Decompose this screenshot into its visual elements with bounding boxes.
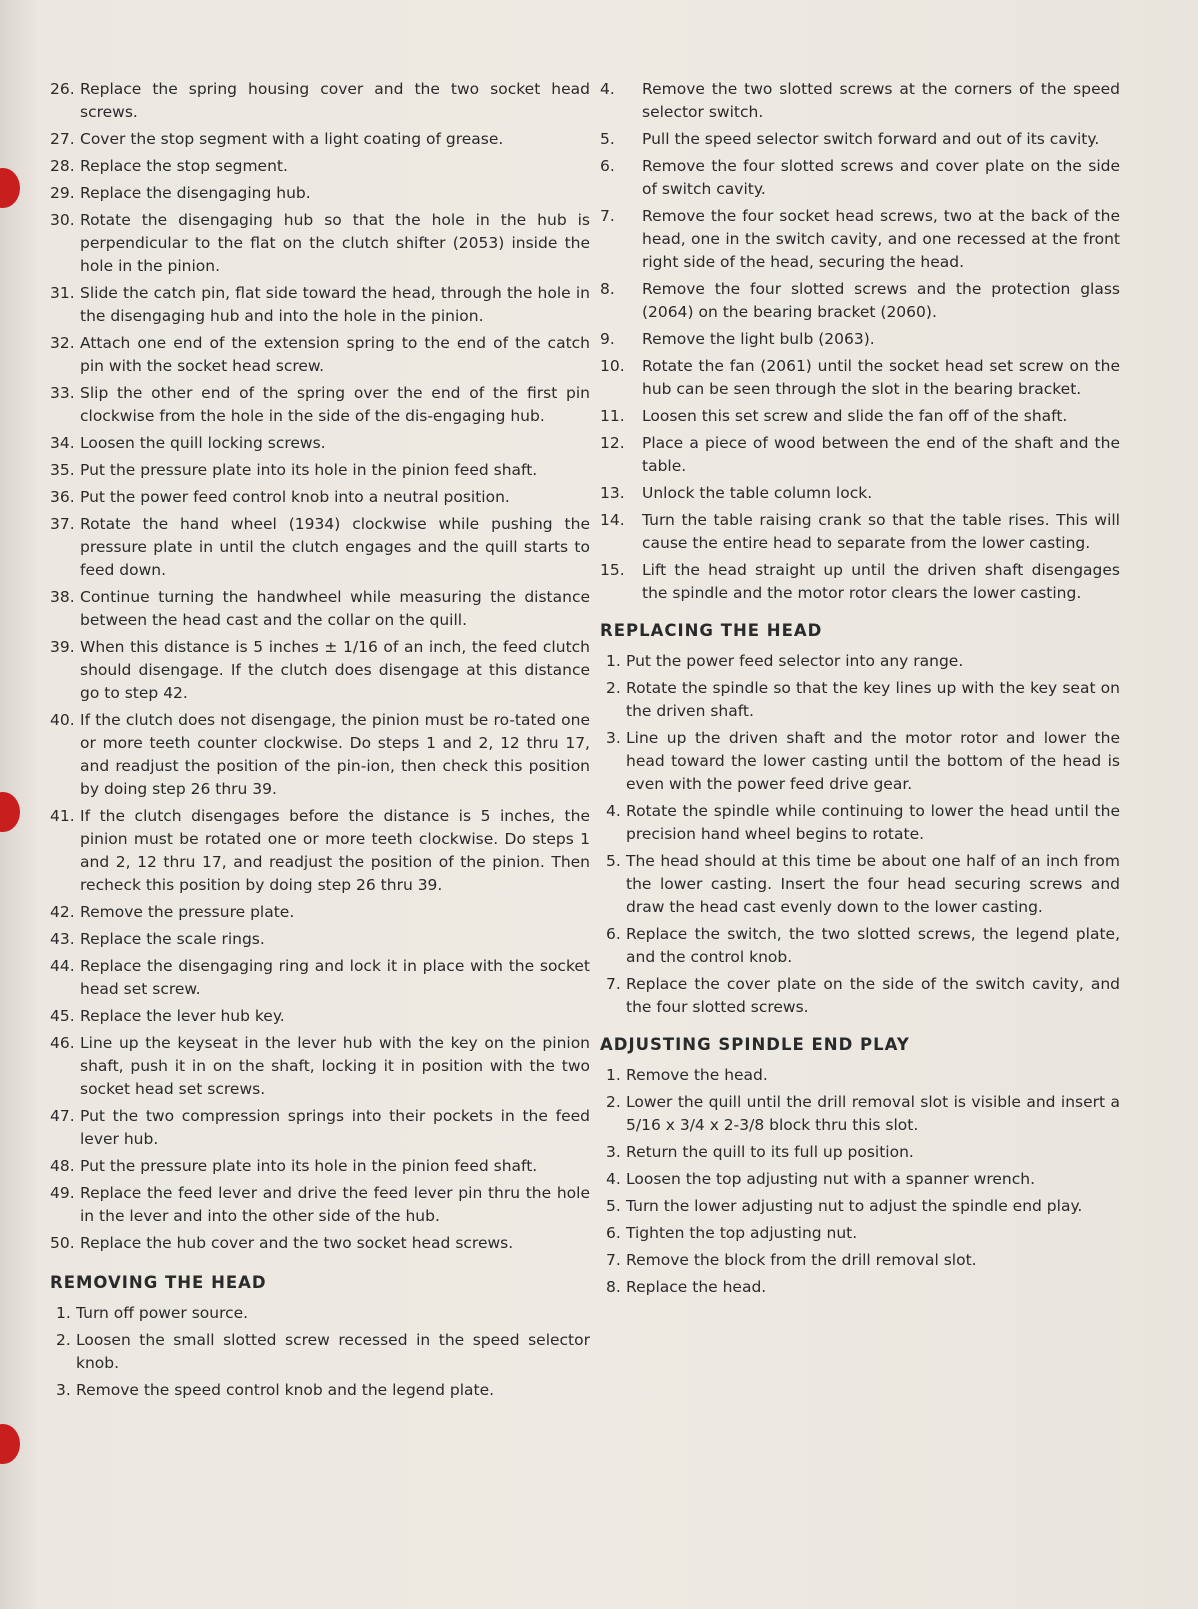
step-text: Put the two compression springs into their pockets in the feed lever hub. (80, 1107, 590, 1148)
step-text: Remove the four slotted screws and the protection glass (2064) on the bearing bracket (2060). (642, 280, 1120, 321)
step-number: 36. (50, 488, 75, 506)
step-text: Rotate the hand wheel (1934) clockwise while pushing the pressure plate in until the clutch engages and the quill starts to feed down. (80, 515, 590, 579)
step-number: 35. (50, 461, 75, 479)
binder-hole (0, 1424, 20, 1464)
step-text: Line up the driven shaft and the motor rotor and lower the head toward the lower casting until the bottom of the head is even with the power feed drive gear. (626, 729, 1120, 793)
step-text: Pull the speed selector switch forward and out of its cavity. (642, 130, 1100, 148)
step-item (50, 1182, 590, 1228)
step-text: Rotate the disengaging hub so that the hole in the hub is perpendicular to the flat on the clutch shifter (2053) inside the hole in the pinion. (80, 211, 590, 275)
step-item (50, 282, 590, 328)
step-number: 30. (50, 211, 75, 229)
step-item (606, 1276, 1120, 1299)
step-number: 2. (56, 1331, 71, 1349)
step-number: 27. (50, 130, 75, 148)
step-item (50, 209, 590, 278)
step-text: Slide the catch pin, flat side toward the head, through the hole in the disengaging hub and into the hole in the pinion. (80, 284, 590, 325)
step-text: Unlock the table column lock. (642, 484, 873, 502)
step-item (50, 128, 590, 151)
step-text: Put the pressure plate into its hole in the pinion feed shaft. (80, 1157, 538, 1175)
step-item (600, 205, 1120, 274)
step-item (50, 155, 590, 178)
step-item (50, 709, 590, 801)
step-item (600, 328, 1120, 351)
step-text: If the clutch disengages before the distance is 5 inches, the pinion must be rotated one or more teeth clockwise. Do steps 1 and 2, 12 thru 17, and readjust the position of the pinion. Then recheck this position by doing step 26 thru 39. (80, 807, 590, 894)
step-item (606, 1222, 1120, 1245)
spindle-end-play-section (600, 1033, 1120, 1299)
step-item (606, 923, 1120, 969)
step-text: Replace the cover plate on the side of the switch cavity, and the four slotted screws. (626, 975, 1120, 1016)
step-item (606, 1168, 1120, 1191)
step-item (606, 677, 1120, 723)
step-number: 15. (600, 561, 625, 579)
step-text: The head should at this time be about one half of an inch from the lower casting. Insert the four head securing screws and draw the head cast evenly down to the lower casting. (626, 852, 1120, 916)
step-text: Lower the quill until the drill removal slot is visible and insert a 5/16 x 3/4 x 2-3/8 block thru this slot. (626, 1093, 1120, 1134)
step-item (50, 901, 590, 924)
step-item (50, 1032, 590, 1101)
right-steps-list (600, 78, 1120, 605)
step-number: 34. (50, 434, 75, 452)
step-number: 3. (606, 729, 621, 747)
step-text: Rotate the spindle so that the key lines up with the key seat on the driven shaft. (626, 679, 1120, 720)
step-item (50, 1005, 590, 1028)
binder-hole (0, 792, 20, 832)
step-text: Remove the light bulb (2063). (642, 330, 875, 348)
step-item (50, 1105, 590, 1151)
step-number: 28. (50, 157, 75, 175)
step-text: Place a piece of wood between the end of the shaft and the table. (642, 434, 1120, 475)
step-number: 5. (600, 130, 615, 148)
step-number: 1. (606, 652, 621, 670)
step-text: Replace the disengaging ring and lock it in place with the socket head set screw. (80, 957, 590, 998)
step-item (50, 432, 590, 455)
step-text: Attach one end of the extension spring to the end of the catch pin with the socket head screw. (80, 334, 590, 375)
left-steps-list (50, 78, 590, 1255)
spindle-end-play-steps (600, 1064, 1120, 1299)
step-item (50, 78, 590, 124)
step-number: 8. (600, 280, 615, 298)
step-number: 6. (606, 1224, 621, 1242)
step-number: 49. (50, 1184, 75, 1202)
step-text: Put the pressure plate into its hole in the pinion feed shaft. (80, 461, 538, 479)
step-text: Loosen the top adjusting nut with a spanner wrench. (626, 1170, 1036, 1188)
step-item (50, 182, 590, 205)
replacing-head-section (600, 619, 1120, 1019)
step-text: Remove the two slotted screws at the corners of the speed selector switch. (642, 80, 1120, 121)
step-item (606, 1064, 1120, 1087)
step-text: Turn off power source. (76, 1304, 249, 1322)
section-heading: REPLACING THE HEAD (600, 621, 823, 640)
step-text: Continue turning the handwheel while measuring the distance between the head cast and the collar on the quill. (80, 588, 590, 629)
step-item (56, 1329, 590, 1375)
step-text: Rotate the fan (2061) until the socket head set screw on the hub can be seen through the slot in the bearing bracket. (642, 357, 1120, 398)
step-text: Remove the four socket head screws, two at the back of the head, one in the switch cavity, and one recessed at the front right side of the head, securing the head. (642, 207, 1120, 271)
step-number: 11. (600, 407, 625, 425)
step-item (600, 78, 1120, 124)
step-text: Remove the pressure plate. (80, 903, 295, 921)
step-text: When this distance is 5 inches ± 1/16 of an inch, the feed clutch should disengage. If the clutch does disengage at this distance go to step 42. (80, 638, 590, 702)
step-item (606, 850, 1120, 919)
step-number: 4. (600, 80, 615, 98)
step-item (606, 1091, 1120, 1137)
step-item (606, 727, 1120, 796)
replacing-head-steps (600, 650, 1120, 1019)
step-item (50, 1232, 590, 1255)
step-item (600, 432, 1120, 478)
step-item (50, 805, 590, 897)
step-item (50, 636, 590, 705)
step-number: 7. (606, 1251, 621, 1269)
step-text: Replace the switch, the two slotted screws, the legend plate, and the control knob. (626, 925, 1120, 966)
step-number: 48. (50, 1157, 75, 1175)
step-item (600, 405, 1120, 428)
step-text: Tighten the top adjusting nut. (626, 1224, 858, 1242)
step-text: Remove the head. (626, 1066, 768, 1084)
step-text: Rotate the spindle while continuing to lower the head until the precision hand wheel begins to rotate. (626, 802, 1120, 843)
step-text: Replace the head. (626, 1278, 767, 1296)
step-number: 5. (606, 852, 621, 870)
step-item (50, 486, 590, 509)
step-text: Return the quill to its full up position. (626, 1143, 914, 1161)
step-number: 26. (50, 80, 75, 98)
step-item (56, 1302, 590, 1325)
step-item (600, 482, 1120, 505)
step-number: 33. (50, 384, 75, 402)
step-text: Turn the lower adjusting nut to adjust the spindle end play. (626, 1197, 1083, 1215)
step-number: 8. (606, 1278, 621, 1296)
step-text: Replace the scale rings. (80, 930, 265, 948)
step-item (56, 1379, 590, 1402)
step-number: 1. (56, 1304, 71, 1322)
step-number: 41. (50, 807, 75, 825)
step-item (606, 800, 1120, 846)
step-number: 37. (50, 515, 75, 533)
step-item (50, 459, 590, 482)
step-number: 5. (606, 1197, 621, 1215)
step-item (606, 1195, 1120, 1218)
step-number: 10. (600, 357, 625, 375)
step-item (50, 955, 590, 1001)
step-number: 39. (50, 638, 75, 656)
step-item (606, 650, 1120, 673)
step-item (600, 559, 1120, 605)
step-item (606, 1141, 1120, 1164)
step-number: 4. (606, 802, 621, 820)
step-text: Replace the disengaging hub. (80, 184, 311, 202)
right-column (600, 78, 1120, 1303)
step-number: 29. (50, 184, 75, 202)
step-number: 45. (50, 1007, 75, 1025)
step-number: 1. (606, 1066, 621, 1084)
step-text: Loosen this set screw and slide the fan off of the shaft. (642, 407, 1068, 425)
step-number: 38. (50, 588, 75, 606)
step-text: If the clutch does not disengage, the pinion must be ro-tated one or more teeth counter clockwise. Do steps 1 and 2, 12 thru 17, and readjust the position of the pin-ion, then check this position by doing step 26 thru 39. (80, 711, 590, 798)
step-item (50, 332, 590, 378)
left-column (50, 78, 590, 1406)
step-number: 2. (606, 1093, 621, 1111)
removing-head-section (50, 1271, 590, 1402)
step-text: Line up the keyseat in the lever hub with the key on the pinion shaft, push it in on the shaft, locking it in position with the two socket head set screws. (80, 1034, 590, 1098)
step-number: 47. (50, 1107, 75, 1125)
step-number: 13. (600, 484, 625, 502)
step-number: 42. (50, 903, 75, 921)
step-number: 46. (50, 1034, 75, 1052)
step-number: 14. (600, 511, 625, 529)
step-item (50, 513, 590, 582)
step-number: 50. (50, 1234, 75, 1252)
step-text: Remove the four slotted screws and cover plate on the side of switch cavity. (642, 157, 1120, 198)
removing-head-steps (50, 1302, 590, 1402)
step-item (600, 128, 1120, 151)
step-number: 7. (606, 975, 621, 993)
step-text: Cover the stop segment with a light coating of grease. (80, 130, 504, 148)
step-number: 3. (606, 1143, 621, 1161)
step-number: 31. (50, 284, 75, 302)
step-text: Put the power feed selector into any range. (626, 652, 964, 670)
binder-hole (0, 168, 20, 208)
step-text: Replace the stop segment. (80, 157, 288, 175)
step-item (606, 1249, 1120, 1272)
section-heading: REMOVING THE HEAD (50, 1273, 267, 1292)
step-text: Lift the head straight up until the driven shaft disengages the spindle and the motor rotor clears the lower casting. (642, 561, 1120, 602)
step-number: 44. (50, 957, 75, 975)
step-number: 40. (50, 711, 75, 729)
step-item (50, 928, 590, 951)
step-item (606, 973, 1120, 1019)
step-text: Replace the spring housing cover and the two socket head screws. (80, 80, 590, 121)
step-text: Slip the other end of the spring over the end of the first pin clockwise from the hole in the side of the dis-engaging hub. (80, 384, 590, 425)
step-number: 6. (600, 157, 615, 175)
step-item (600, 355, 1120, 401)
step-number: 12. (600, 434, 625, 452)
step-number: 4. (606, 1170, 621, 1188)
step-text: Replace the hub cover and the two socket head screws. (80, 1234, 514, 1252)
step-text: Remove the speed control knob and the legend plate. (76, 1381, 495, 1399)
step-text: Turn the table raising crank so that the table rises. This will cause the entire head to separate from the lower casting. (642, 511, 1120, 552)
step-item (50, 586, 590, 632)
step-text: Put the power feed control knob into a neutral position. (80, 488, 510, 506)
step-item (600, 278, 1120, 324)
step-item (600, 155, 1120, 201)
step-number: 32. (50, 334, 75, 352)
step-item (600, 509, 1120, 555)
step-text: Replace the lever hub key. (80, 1007, 285, 1025)
step-item (50, 1155, 590, 1178)
step-number: 2. (606, 679, 621, 697)
section-heading: ADJUSTING SPINDLE END PLAY (600, 1035, 910, 1054)
step-number: 9. (600, 330, 615, 348)
step-text: Replace the feed lever and drive the feed lever pin thru the hole in the lever and into the other side of the hub. (80, 1184, 590, 1225)
step-text: Remove the block from the drill removal slot. (626, 1251, 977, 1269)
step-text: Loosen the quill locking screws. (80, 434, 326, 452)
step-number: 43. (50, 930, 75, 948)
step-item (50, 382, 590, 428)
step-number: 6. (606, 925, 621, 943)
step-text: Loosen the small slotted screw recessed in the speed selector knob. (76, 1331, 590, 1372)
step-number: 3. (56, 1381, 71, 1399)
step-number: 7. (600, 207, 615, 225)
